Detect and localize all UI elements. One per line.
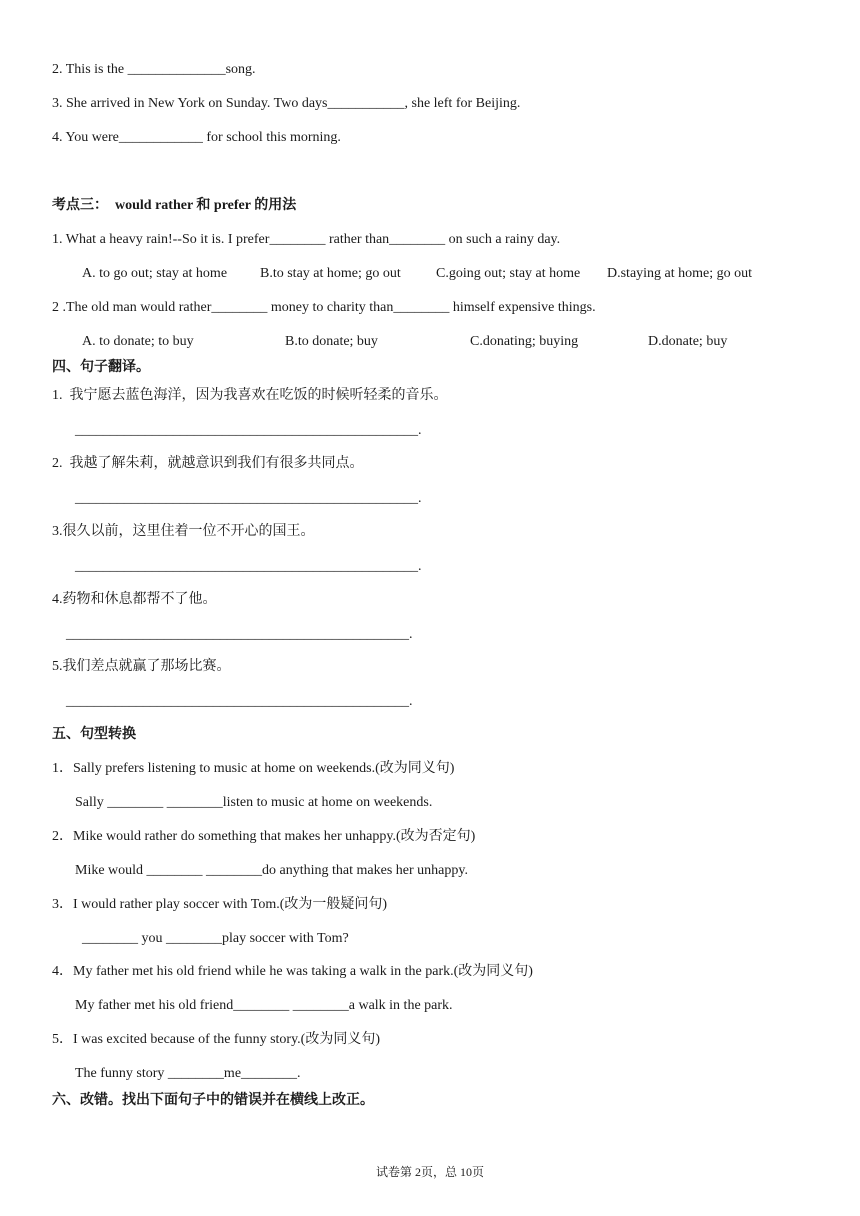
- s3-q2-option-c: C.donating; buying: [470, 334, 579, 349]
- s4-item-5: 5.我们差点就赢了那场比赛。: [52, 659, 231, 674]
- s4-item-3: 3.很久以前，这里住着一位不开心的国王。: [52, 524, 315, 539]
- question-3: 3. She arrived in New York on Sunday. Two days___________, she left for Beijing.: [52, 96, 521, 111]
- page-footer: 试卷第 2页，总 10页: [375, 1165, 484, 1179]
- s3-q2-option-a: A. to donate; to buy: [82, 334, 194, 349]
- s4-answer-line-4[interactable]: _________________________________________________.: [66, 627, 413, 642]
- s5-answer-1: Sally ________ ________listen to music at home on weekends.: [75, 795, 433, 810]
- s4-item-1: 1. 我宁愿去蓝色海洋，因为我喜欢在吃饭的时候听轻柔的音乐。: [52, 388, 448, 403]
- s3-q1-option-d: D.staying at home; go out: [607, 266, 753, 281]
- question-4: 4. You were____________ for school this morning.: [52, 130, 341, 145]
- s3-q1-option-b: B.to stay at home; go out: [260, 266, 401, 281]
- s3-question-1: 1. What a heavy rain!--So it is. I prefer________ rather than________ on such a rainy day.: [52, 232, 561, 247]
- s3-q1-option-a: A. to go out; stay at home: [82, 266, 228, 281]
- s4-answer-line-5[interactable]: _________________________________________________.: [66, 694, 413, 709]
- section-3-heading: 考点三： would rather 和 prefer 的用法: [52, 198, 297, 213]
- s3-q2-option-b: B.to donate; buy: [285, 334, 378, 349]
- question-2: 2. This is the ______________song.: [52, 62, 256, 77]
- s5-question-2: 2．Mike would rather do something that makes her unhappy.(改为否定句): [52, 829, 476, 844]
- s5-question-3: 3．I would rather play soccer with Tom.(改为一般疑问句): [52, 897, 388, 912]
- s5-question-5: 5．I was excited because of the funny story.(改为同义句): [52, 1032, 381, 1047]
- s3-question-2: 2 .The old man would rather________ money to charity than________ himself expensive things.: [52, 300, 596, 315]
- s5-question-1: 1．Sally prefers listening to music at home on weekends.(改为同义句): [52, 761, 455, 776]
- section-4-heading: 四、句子翻译。: [52, 360, 150, 375]
- s3-q2-option-d: D.donate; buy: [648, 334, 728, 349]
- s3-q1-option-c: C.going out; stay at home: [436, 266, 581, 281]
- s5-question-4: 4．My father met his old friend while he was taking a walk in the park.(改为同义句): [52, 964, 533, 979]
- s4-answer-line-2[interactable]: _________________________________________________.: [75, 491, 422, 506]
- section-6-heading: 六、改错。找出下面句子中的错误并在横线上改正。: [52, 1093, 374, 1108]
- s5-answer-4: My father met his old friend________ ________a walk in the park.: [75, 998, 453, 1013]
- s4-item-4: 4.药物和休息都帮不了他。: [52, 592, 217, 607]
- section-5-heading: 五、句型转换: [52, 727, 136, 742]
- s5-answer-3: ________ you ________play soccer with Tom?: [82, 931, 349, 946]
- s4-answer-line-1[interactable]: _________________________________________________.: [75, 423, 422, 438]
- s5-answer-2: Mike would ________ ________do anything that makes her unhappy.: [75, 863, 468, 878]
- s4-item-2: 2. 我越了解朱莉，就越意识到我们有很多共同点。: [52, 456, 364, 471]
- s5-answer-5: The funny story ________me________.: [75, 1066, 301, 1081]
- s4-answer-line-3[interactable]: _________________________________________________.: [75, 559, 422, 574]
